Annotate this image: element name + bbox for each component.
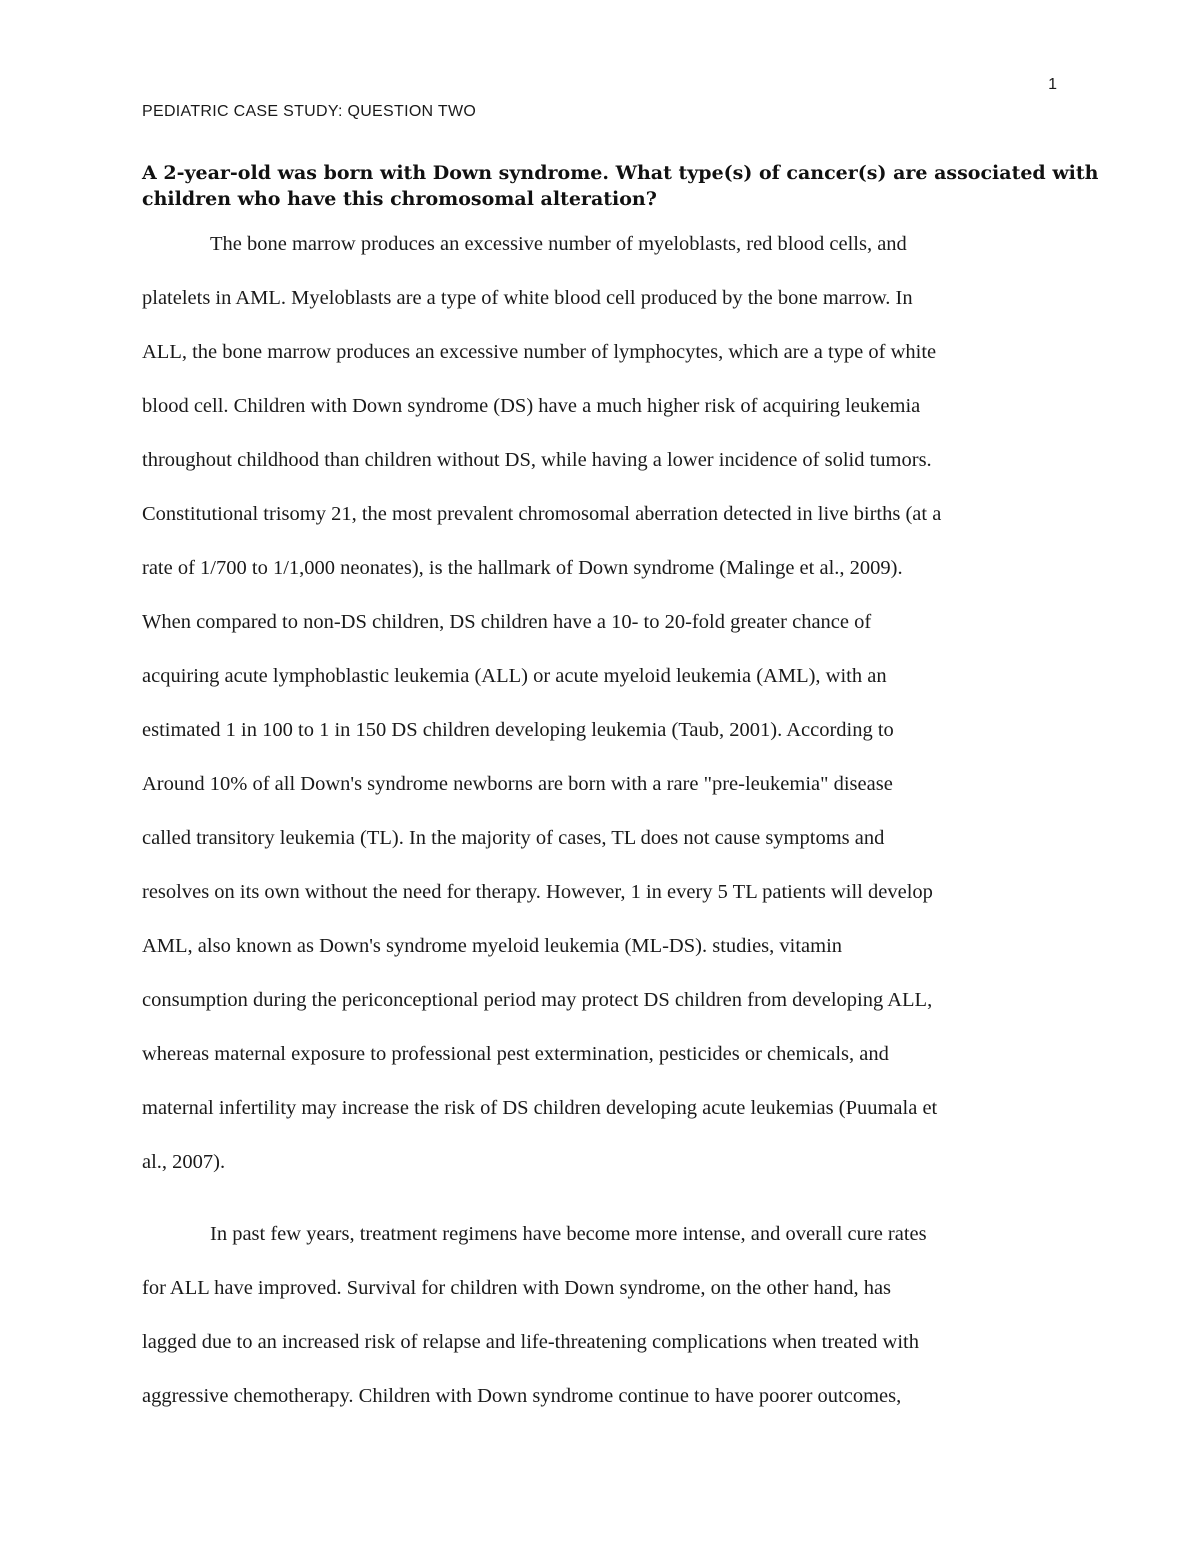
paragraph-line: ALL, the bone marrow produces an excessive number of lymphocytes, which are a type of white	[142, 341, 937, 363]
paragraph-line: throughout childhood than children without DS, while having a lower incidence of solid tumors.	[142, 449, 932, 471]
paragraph-line: AML, also known as Down's syndrome myeloid leukemia (ML-DS). studies, vitamin	[142, 935, 843, 957]
paragraph-line: estimated 1 in 100 to 1 in 150 DS children developing leukemia (Taub, 2001). According to	[142, 719, 894, 741]
paragraph-2	[142, 1207, 1062, 1423]
paragraph-line: resolves on its own without the need for therapy. However, 1 in every 5 TL patients will develop	[142, 881, 933, 903]
paragraph-line: called transitory leukemia (TL). In the majority of cases, TL does not cause symptoms and	[142, 827, 885, 849]
paragraph-line: aggressive chemotherapy. Children with Down syndrome continue to have poorer outcomes,	[142, 1385, 902, 1407]
paragraph-line: When compared to non-DS children, DS children have a 10- to 20-fold greater chance of	[142, 611, 872, 633]
paragraph-line: Around 10% of all Down's syndrome newborns are born with a rare "pre-leukemia" disease	[142, 773, 893, 795]
paragraph-line: acquiring acute lymphoblastic leukemia (ALL) or acute myeloid leukemia (AML), with an	[142, 665, 887, 687]
paragraph-line: rate of 1/700 to 1/1,000 neonates), is the hallmark of Down syndrome (Malinge et al., 2009).	[142, 557, 903, 579]
page-number: 1	[1048, 76, 1057, 93]
paragraph-line: platelets in AML. Myeloblasts are a type of white blood cell produced by the bone marrow. In	[142, 287, 913, 309]
paragraph-line: maternal infertility may increase the risk of DS children developing acute leukemias (Puumala et	[142, 1097, 938, 1119]
question-heading	[142, 160, 1099, 212]
paragraph-line: In past few years, treatment regimens have become more intense, and overall cure rates	[210, 1223, 927, 1245]
paragraph-line: al., 2007).	[142, 1151, 226, 1173]
paragraph-line: The bone marrow produces an excessive number of myeloblasts, red blood cells, and	[210, 233, 907, 255]
paragraph-line: lagged due to an increased risk of relapse and life-threatening complications when treated with	[142, 1331, 919, 1353]
paragraph-1	[142, 217, 1062, 1189]
question-line: A 2-year-old was born with Down syndrome. What type(s) of cancer(s) are associated with	[142, 162, 1099, 184]
paragraph-line: blood cell. Children with Down syndrome (DS) have a much higher risk of acquiring leukemia	[142, 395, 921, 417]
running-head: PEDIATRIC CASE STUDY: QUESTION TWO	[142, 103, 477, 120]
paragraph-line: consumption during the periconceptional period may protect DS children from developing ALL,	[142, 989, 933, 1011]
question-line: children who have this chromosomal alteration?	[142, 188, 657, 210]
paragraph-line: whereas maternal exposure to professional pest extermination, pesticides or chemicals, and	[142, 1043, 889, 1065]
paragraph-line: Constitutional trisomy 21, the most prevalent chromosomal aberration detected in live births (at a	[142, 503, 942, 525]
paragraph-line: for ALL have improved. Survival for children with Down syndrome, on the other hand, has	[142, 1277, 892, 1299]
